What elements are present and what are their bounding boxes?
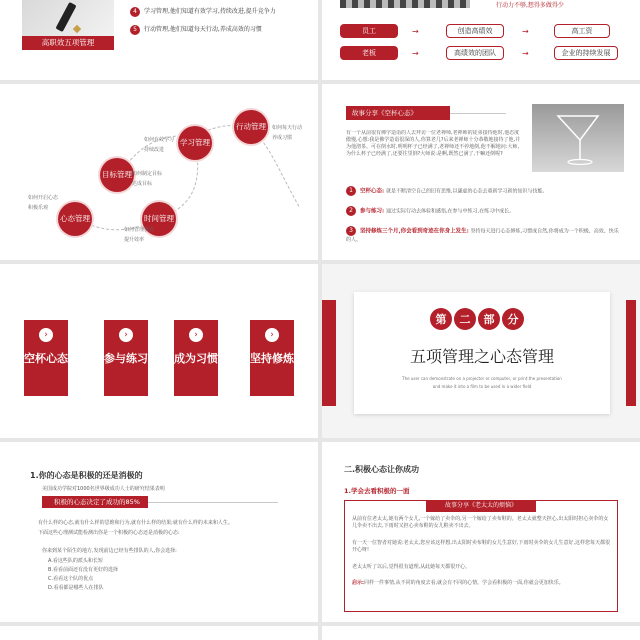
point-number: 3 <box>346 226 356 236</box>
arrow-right-icon: › <box>39 328 53 342</box>
para-2: 下面这些心理测试能检测出你是一个积极的心态还是消极的心态: <box>38 530 180 536</box>
option-b: B.看看前面还有没有更好的选择 <box>48 567 119 573</box>
part-char: 二 <box>454 308 476 330</box>
story-body: 有一个从前很有佛学造诣的人去拜访一位老禅师,老禅师的徒弟接待他时,他态度傲慢,心想:我是佛学造诣很深的人,你算老几?后来老禅师十分恭敬地接待了他,并为他沏茶。可在倒水时,明明杯子已经满了,老禅师还不停地倒,他不解地问:大师,为什么杯子已经满了,还要往里倒?大师说:是啊,既然已满了,干嘛还倒呢? <box>346 130 521 157</box>
part-char: 部 <box>478 308 500 330</box>
card-habit <box>174 320 218 396</box>
point-title: 坚持修炼三个月,你会看到奇迹在你身上发生: <box>360 228 469 235</box>
note-mindset-2: 积极乐观 <box>28 205 49 211</box>
slide-empty-cup-story[interactable] <box>322 84 640 260</box>
node-action: 行动管理 <box>234 110 268 144</box>
pill-boss: 老板 <box>340 46 398 60</box>
story-title <box>346 106 450 120</box>
pill-employee: 员工 <box>340 24 398 38</box>
card-label: 成为习惯 <box>174 352 218 365</box>
highlight-bar: 积极的心态决定了成功的85% <box>42 496 148 508</box>
point-title: 空杯心态: <box>360 188 385 195</box>
item-4 <box>130 6 276 17</box>
note-learning-1: 如何有效学习 <box>144 137 175 143</box>
point-number: 2 <box>346 206 356 216</box>
slide-part-two[interactable] <box>322 264 640 438</box>
point-number: 1 <box>346 186 356 196</box>
slide-subtitle: 美国成功学院对1000名世界级成功人士的研究结果表明 <box>42 486 165 492</box>
glass-icon <box>532 104 624 172</box>
item-text: 学习管理,他们知道有效学习,持续改进,提升竞争力 <box>144 8 276 15</box>
header-photo <box>340 0 470 8</box>
slide-mindset-test[interactable] <box>0 442 318 622</box>
slide-next-right[interactable] <box>322 626 640 640</box>
pill-team: 高绩效的团队 <box>446 46 504 60</box>
point-text: 坚持每天进行心态修炼,习惯成自然,你将成为一个积极、高效、快乐的人。 <box>346 228 619 243</box>
point-3 <box>346 226 622 244</box>
slide-five-management-intro[interactable] <box>0 0 318 80</box>
item-number: 4 <box>130 7 140 17</box>
arrow-icon: → <box>522 49 529 58</box>
note-mindset-1: 如何开启心态 <box>28 195 59 201</box>
note-learning-2: 持续改进 <box>144 147 165 153</box>
cup-image <box>532 104 624 172</box>
node-goal: 目标管理 <box>100 158 134 192</box>
slide-performance-chain[interactable] <box>322 0 640 80</box>
point-text: 就是不断清空自己的旧有思维,以谦虚的心态去重新学习新的知识与技能。 <box>385 188 548 195</box>
lesson-text: 同样一件事情,从不同的角度去看,就会有不同的心情。学会看积极的一面,你就会更加快乐。 <box>364 580 564 586</box>
story-p2: 有一天一位智者对她说:老太太,您应该这样想,出太阳时卖布鞋的女儿生意好,下雨时卖伞的女儿生意好,这样您每天都很开心呀! <box>352 540 611 553</box>
divider <box>148 502 278 503</box>
item-5 <box>130 24 262 35</box>
card-persist <box>250 320 294 396</box>
top-text: 行动力不够,想得多做得少 <box>496 2 564 9</box>
para-1: 有什么样的心态,就有什么样的思维和行为,就有什么样的结果;就有什么样的未来和人生。 <box>38 520 233 526</box>
card-label: 参与练习 <box>104 352 148 365</box>
pill-high-performance: 创造高绩效 <box>446 24 504 38</box>
slide-title: 1.你的心态是积极的还是消极的 <box>30 471 143 480</box>
lesson-label: 启示: <box>352 580 364 586</box>
story-title-text: 故事分享《空杯心态》 <box>352 109 417 117</box>
story-p1: 从前有位老太太,她有两个女儿,一个嫁给了卖伞的,另一个嫁给了卖布鞋的。老太太就整天担心,出太阳时担心卖伞的女儿伞卖不出去,下雨时又担心卖布鞋的女儿鞋卖不出去。 <box>352 516 609 529</box>
slide-next-left[interactable] <box>0 626 318 640</box>
story-lesson <box>352 580 612 587</box>
slide-management-flow[interactable] <box>0 84 318 260</box>
arrow-right-icon: › <box>265 328 279 342</box>
point-text: 通过实际行动去体验和感悟,在参与中练习,在练习中成长。 <box>385 208 515 215</box>
point-title: 参与练习: <box>360 208 385 215</box>
pill-sustainable: 企业的持续发展 <box>554 46 618 60</box>
slide-title: 二.积极心态让你成功 <box>344 465 420 474</box>
pen-tip <box>73 25 81 33</box>
note-goal-2: 达成目标 <box>132 181 153 187</box>
arrow-right-icon: › <box>119 328 133 342</box>
card-label: 坚持修炼 <box>250 352 294 365</box>
part-char: 第 <box>430 308 452 330</box>
option-d: D.看看都是哪些人在排队 <box>48 585 104 591</box>
node-mindset: 心态管理 <box>58 202 92 236</box>
pill-high-salary: 高工资 <box>554 24 610 38</box>
node-time: 时间管理 <box>142 202 176 236</box>
arrow-icon: → <box>412 49 419 58</box>
arrow-right-icon: › <box>189 328 203 342</box>
option-a: A.看这些队的派头和长短 <box>48 558 103 564</box>
section-box <box>354 292 610 414</box>
point-2 <box>346 206 622 216</box>
part-char: 分 <box>502 308 524 330</box>
card-empty-cup <box>24 320 68 396</box>
slide-positive-mindset[interactable] <box>322 442 640 622</box>
note-time-2: 提升效率 <box>124 237 145 243</box>
slide-subtitle: 1.学会去看积极的一面 <box>344 487 410 495</box>
section-title: 五项管理之心态管理 <box>409 347 554 366</box>
banner: 高职效五项管理 <box>22 36 114 50</box>
part-label <box>430 308 524 330</box>
option-c: C.看看这个队的优点 <box>48 576 94 582</box>
arrow-icon: → <box>522 27 529 36</box>
note-goal-1: 如何制定目标 <box>132 171 163 177</box>
right-accent-bar <box>626 300 636 406</box>
note-action-1: 如何每天行动 <box>272 125 303 131</box>
note-action-2: 养成习惯 <box>272 135 293 141</box>
story-title: 故事分享《老太太的烦恼》 <box>426 500 536 512</box>
divider <box>450 113 506 114</box>
story-p3: 老太太听了以后,觉得很有道理,从此她每天都很开心。 <box>352 564 471 570</box>
node-learning: 学习管理 <box>178 126 212 160</box>
pen-photo <box>22 0 114 36</box>
section-sub-1: The user can demonstrate on a projector or computer, or print the presentation <box>402 376 562 381</box>
arrow-icon: → <box>412 27 419 36</box>
card-participate <box>104 320 148 396</box>
left-accent-bar <box>322 300 336 406</box>
section-sub-2: and make it into a film to be used in a wider field <box>432 384 532 389</box>
note-time-1: 如何管理要点 <box>124 227 155 233</box>
slide-four-steps[interactable] <box>0 264 318 438</box>
item-number: 5 <box>130 25 140 35</box>
item-text: 行动管理,他们知道每天行动,养成高效的习惯 <box>144 26 262 33</box>
para-3: 你来到某个陌生的地方,发现前边已经有些排队的人,你会选择: <box>42 548 177 554</box>
point-1 <box>346 186 622 196</box>
card-label: 空杯心态 <box>24 352 68 365</box>
